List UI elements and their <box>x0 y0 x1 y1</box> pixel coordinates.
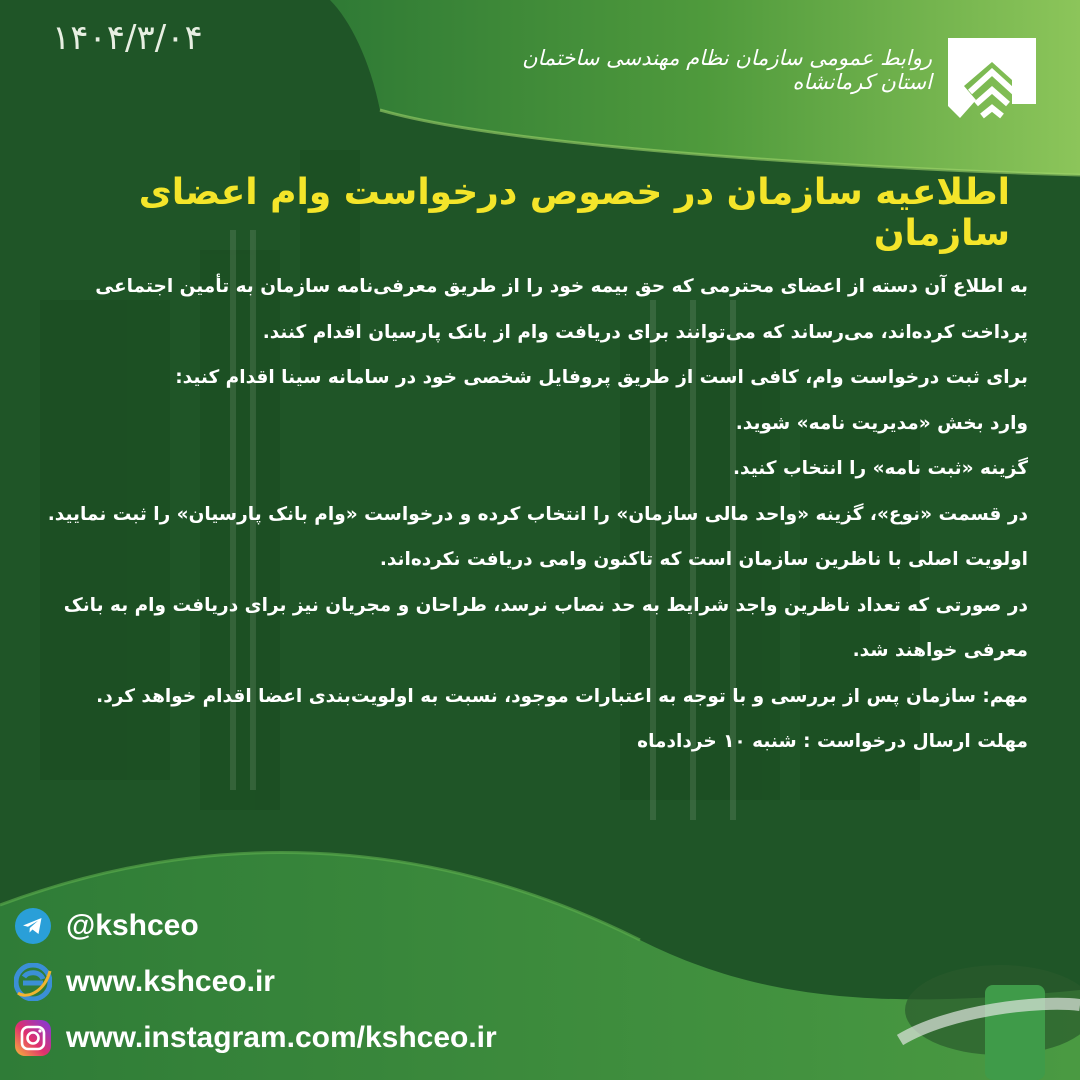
organization-logo-icon <box>940 30 1044 134</box>
instagram-url[interactable]: www.instagram.com/kshceo.ir <box>66 1021 497 1054</box>
contact-instagram[interactable] <box>14 1018 574 1058</box>
body-paragraph: در صورتی که تعداد ناظرین واجد شرایط به حد نصاب نرسد، طراحان و مجریان نیز برای دریافت وام به بانک معرفی خواهند شد. <box>63 594 1028 661</box>
body-paragraph: اولویت اصلی با ناظرین سازمان است که تاکنون وامی دریافت نکرده‌اند. <box>379 549 1028 570</box>
website-url[interactable]: www.kshceo.ir <box>66 965 275 998</box>
instagram-icon <box>14 1019 52 1057</box>
telegram-icon <box>14 907 52 945</box>
organization-name: روابط عمومی سازمان نظام مهندسی ساختمان استان کرمانشاه <box>522 46 932 94</box>
body-paragraph: مهم: سازمان پس از بررسی و با توجه به اعتبارات موجود، نسبت به اولویت‌بندی اعضا اقدام خواهد کرد. <box>96 685 1028 707</box>
announcement-body <box>40 264 1028 765</box>
contact-website[interactable] <box>14 962 574 1002</box>
telegram-handle[interactable]: @kshceo <box>66 909 199 942</box>
publish-date: ۱۴۰۴/۳/۰۴ <box>52 18 203 58</box>
body-paragraph: وارد بخش «مدیریت نامه» شوید. <box>735 412 1028 434</box>
body-paragraph: در قسمت «نوع»، گزینه «واحد مالی سازمان» را انتخاب کرده و درخواست «وام بانک پارسیان» را ثبت نمایید. <box>47 503 1028 525</box>
body-paragraph: به اطلاع آن دسته از اعضای محترمی که حق بیمه خود را از طریق معرفی‌نامه سازمان به تأمین اجتماعی پرداخت کرده‌اند، می‌رساند که می‌توانند برای دریافت وام از بانک پارسیان اقدام کنند. <box>95 276 1028 343</box>
deadline-paragraph: مهلت ارسال درخواست : شنبه ۱۰ خردادماه <box>637 731 1028 752</box>
announcement-title: اطلاعیه سازمان در خصوص درخواست وام اعضای سازمان <box>138 172 1010 254</box>
web-browser-icon <box>14 963 52 1001</box>
body-paragraph: گزینه «ثبت نامه» را انتخاب کنید. <box>732 458 1028 479</box>
contact-telegram[interactable] <box>14 906 574 946</box>
body-paragraph: برای ثبت درخواست وام، کافی است از طریق پروفایل شخصی خود در سامانه سینا اقدام کنید: <box>175 367 1028 388</box>
